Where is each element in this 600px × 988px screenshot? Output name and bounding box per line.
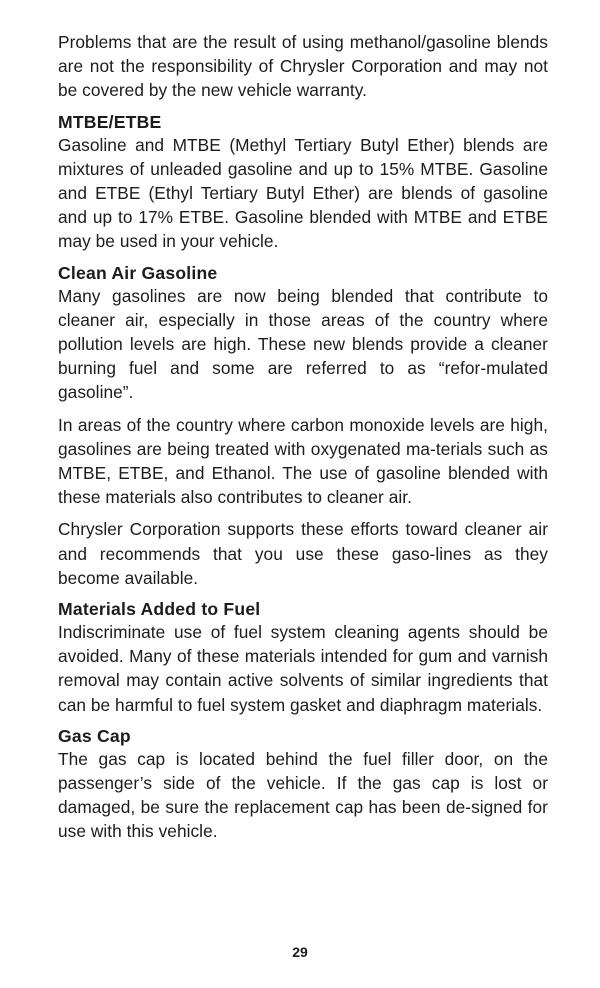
paragraph-materials-added: Indiscriminate use of fuel system cleaning agents should be avoided. Many of these materials intended for gum and varnish removal may contain active solvents of similar ingredients that can be harmful to fuel system gasket and diaphragm materials. bbox=[58, 622, 548, 715]
manual-page-content bbox=[58, 30, 548, 844]
section-heading-mtbe-etbe: MTBE/ETBE bbox=[58, 111, 162, 132]
section-heading-gas-cap: Gas Cap bbox=[58, 725, 131, 746]
intro-paragraph: Problems that are the result of using methanol/gasoline blends are not the responsibility of Chrysler Corporation and may not be covered by the new vehicle warranty. bbox=[58, 32, 548, 101]
section-mtbe-etbe bbox=[58, 111, 548, 254]
section-gas-cap bbox=[58, 725, 548, 844]
section-clean-air-gasoline bbox=[58, 262, 548, 590]
paragraph-gas-cap: The gas cap is located behind the fuel filler door, on the passenger’s side of the vehicle. If the gas cap is lost or damaged, be sure the replacement cap has been de-signed for use with this vehicle. bbox=[58, 748, 548, 842]
page-number: 29 bbox=[292, 944, 308, 960]
section-heading-materials-added: Materials Added to Fuel bbox=[58, 599, 261, 620]
paragraph-clean-air-2: In areas of the country where carbon monoxide levels are high, gasolines are being treated with oxygenated ma-terials such as MTBE, ETBE, and Ethanol. The use of gasoline blended with these materials also contributes to cleaner air. bbox=[58, 414, 548, 508]
paragraph-clean-air-1: Many gasolines are now being blended that contribute to cleaner air, especially in those areas of the country where pollution levels are high. These new blends provide a cleaner burning fuel and some are referred to as “refor-mulated gasoline”. bbox=[58, 285, 548, 403]
paragraph-clean-air-3: Chrysler Corporation supports these efforts toward cleaner air and recommends that you use these gaso-lines as they become available. bbox=[58, 519, 548, 588]
section-materials-added bbox=[58, 598, 548, 717]
paragraph-mtbe-etbe: Gasoline and MTBE (Methyl Tertiary Butyl Ether) blends are mixtures of unleaded gasoline and up to 15% MTBE. Gasoline and ETBE (Ethyl Tertiary Butyl Ether) are blends of gasoline and up to 17% ETBE. Gasoline blended with MTBE and ETBE may be used in your vehicle. bbox=[58, 134, 548, 252]
section-heading-clean-air-gasoline: Clean Air Gasoline bbox=[58, 262, 218, 283]
